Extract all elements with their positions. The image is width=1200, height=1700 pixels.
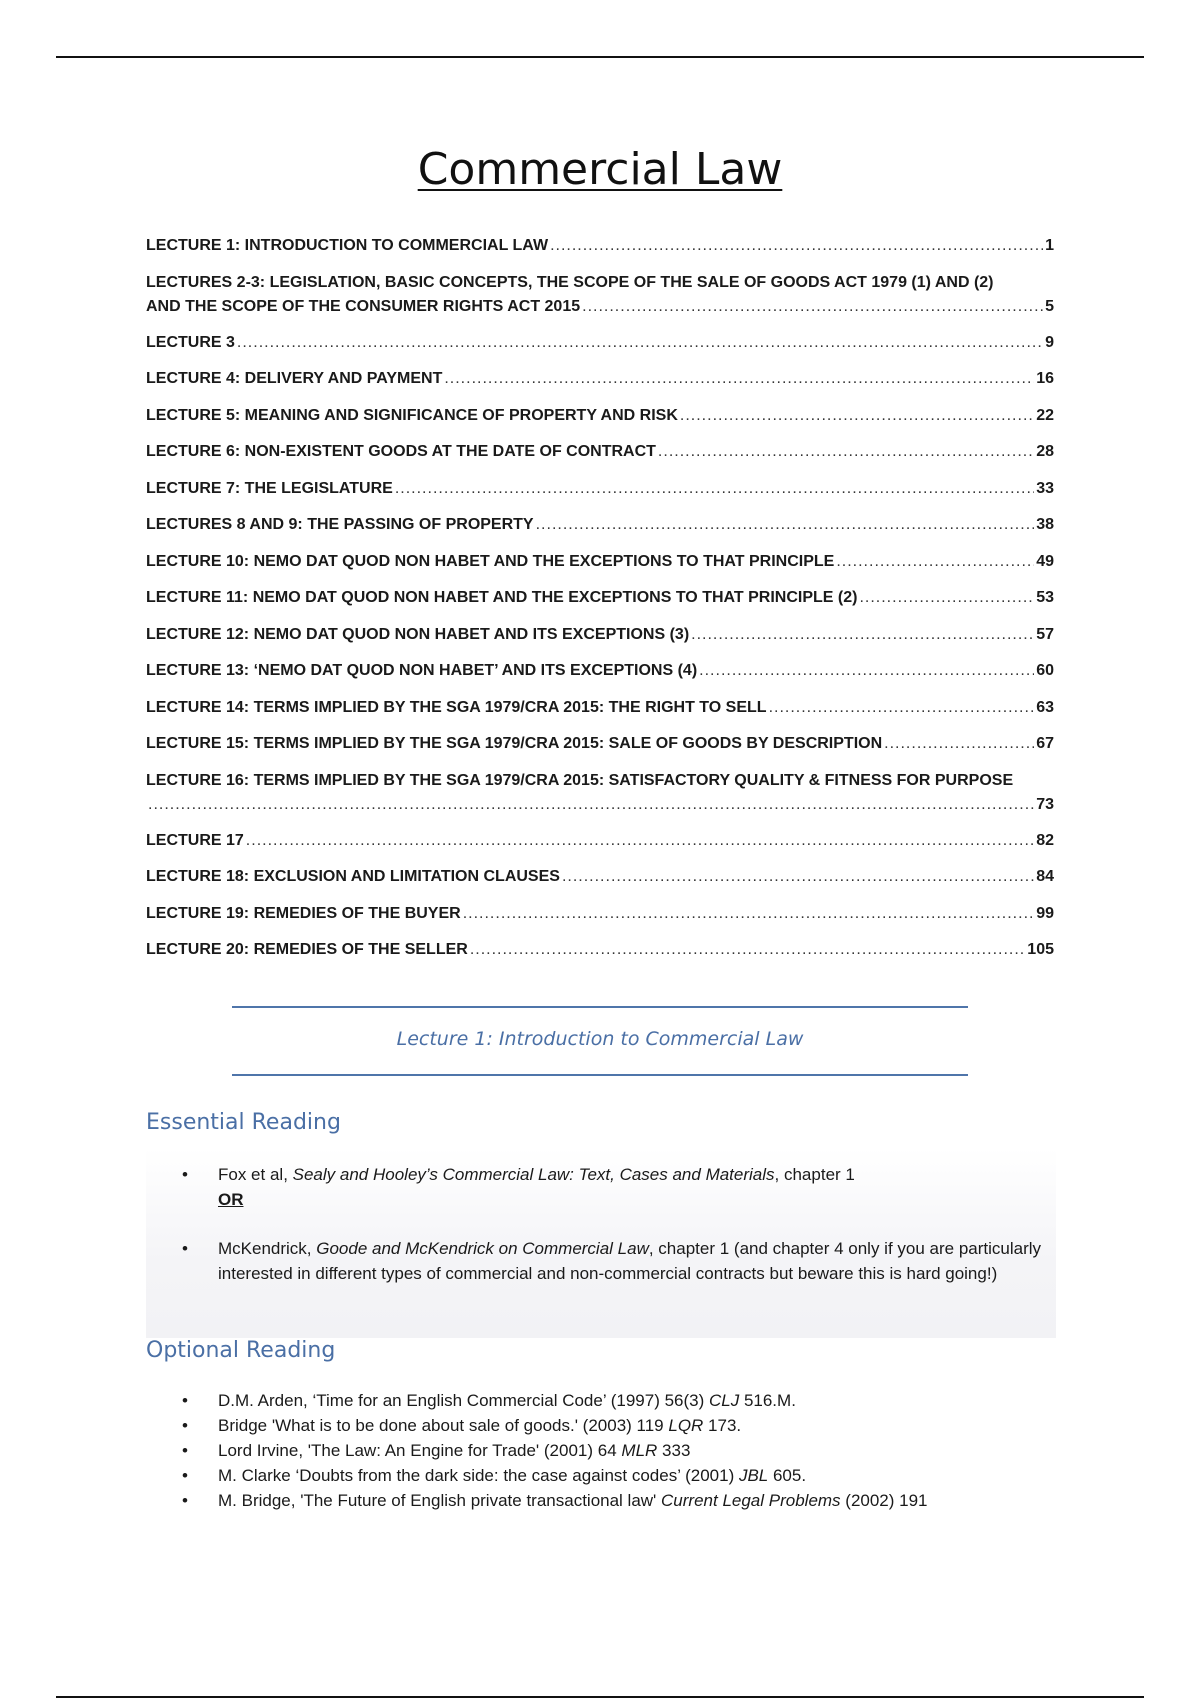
citation-journal: Current Legal Problems	[661, 1491, 841, 1510]
optional-reading-heading: Optional Reading	[146, 1338, 336, 1363]
toc-entry-page: 49	[1036, 552, 1054, 570]
toc-entry-page: 5	[1045, 297, 1054, 315]
citation-journal: MLR	[621, 1441, 658, 1460]
toc-entry-title: LECTURES 8 AND 9: THE PASSING OF PROPERTY	[146, 516, 534, 533]
citation-detail: 173.	[703, 1416, 742, 1435]
toc-entry-title: LECTURE 7: THE LEGISLATURE	[146, 479, 393, 497]
toc-entry-page: 63	[1036, 698, 1054, 716]
or-label: OR	[218, 1190, 244, 1209]
toc-entry-page: 53	[1036, 589, 1054, 606]
table-of-contents	[146, 234, 1054, 975]
essential-reading-heading: Essential Reading	[146, 1110, 341, 1135]
toc-entry-page: 99	[1036, 904, 1054, 922]
toc-entry-page: 82	[1036, 831, 1054, 849]
toc-leader-dots	[148, 793, 1034, 817]
toc-leader-dots	[582, 295, 1043, 319]
list-item	[146, 1438, 1056, 1463]
toc-entry[interactable]	[146, 513, 1054, 550]
toc-leader-dots	[550, 234, 1043, 258]
toc-entry-title: LECTURE 4: DELIVERY AND PAYMENT	[146, 370, 443, 387]
citation-detail: , chapter 1	[774, 1165, 855, 1184]
list-item	[146, 1162, 1056, 1212]
lecture-heading-top-rule	[232, 1006, 968, 1008]
citation-detail: , chapter 1 (and chapter 4 only if you are particularly interested in different types of commercial and non-commercial contracts but beware this is hard going!)	[218, 1239, 1042, 1283]
toc-entry[interactable]	[146, 331, 1054, 368]
toc-leader-dots	[699, 659, 1034, 683]
lecture-heading-bottom-rule	[232, 1074, 968, 1076]
toc-entry-title: LECTURE 18: EXCLUSION AND LIMITATION CLAUSES	[146, 868, 560, 885]
toc-entry-title-line1: LECTURES 2-3: LEGISLATION, BASIC CONCEPTS, THE SCOPE OF THE SALE OF GOODS ACT 1979 (1) AND (2)	[146, 273, 994, 291]
toc-entry-title: LECTURE 5: MEANING AND SIGNIFICANCE OF PROPERTY AND RISK	[146, 406, 678, 424]
toc-leader-dots	[395, 477, 1034, 501]
toc-entry[interactable]	[146, 586, 1054, 623]
toc-leader-dots	[658, 440, 1034, 464]
toc-entry-title: LECTURE 11: NEMO DAT QUOD NON HABET AND THE EXCEPTIONS TO THAT PRINCIPLE (2)	[146, 589, 858, 606]
toc-entry[interactable]	[146, 550, 1054, 587]
toc-entry-page: 9	[1045, 333, 1054, 351]
list-item	[146, 1413, 1056, 1438]
lecture-heading: Lecture 1: Introduction to Commercial Law	[396, 1028, 804, 1050]
toc-entry-page: 22	[1036, 406, 1054, 424]
toc-entry[interactable]	[146, 829, 1054, 866]
toc-entry-page: 16	[1036, 370, 1054, 387]
list-item	[146, 1236, 1056, 1286]
toc-leader-dots	[246, 829, 1034, 853]
citation-author: Fox et al,	[218, 1165, 293, 1184]
optional-reading-list	[146, 1388, 1056, 1513]
toc-leader-dots	[769, 696, 1035, 720]
toc-entry[interactable]	[146, 404, 1054, 441]
toc-leader-dots	[691, 623, 1034, 647]
list-item	[146, 1388, 1056, 1413]
toc-entry[interactable]	[146, 271, 1054, 331]
toc-leader-dots	[859, 586, 1034, 610]
toc-entry[interactable]	[146, 477, 1054, 514]
toc-entry[interactable]	[146, 367, 1054, 404]
citation-title: Sealy and Hooley’s Commercial Law: Text, Cases and Materials	[292, 1165, 775, 1184]
toc-entry-page: 28	[1036, 443, 1054, 460]
list-item	[146, 1463, 1056, 1488]
toc-entry-page: 33	[1036, 479, 1054, 497]
toc-leader-dots	[470, 938, 1025, 962]
page-top-rule	[56, 56, 1144, 58]
toc-entry[interactable]	[146, 659, 1054, 696]
toc-entry-page: 57	[1036, 625, 1054, 643]
citation-detail: 516.M.	[739, 1391, 796, 1410]
citation-journal: LQR	[668, 1416, 704, 1435]
toc-entry[interactable]	[146, 234, 1054, 271]
document-title: Commercial Law	[417, 144, 783, 195]
toc-leader-dots	[444, 367, 1034, 391]
citation-text: M. Bridge, 'The Future of English private transactional law'	[218, 1491, 662, 1510]
toc-leader-dots	[536, 513, 1035, 537]
toc-entry[interactable]	[146, 865, 1054, 902]
toc-leader-dots	[562, 865, 1034, 889]
toc-leader-dots	[836, 550, 1034, 574]
citation-journal: CLJ	[708, 1391, 740, 1410]
citation-journal: JBL	[738, 1466, 769, 1485]
toc-entry-title: LECTURE 6: NON-EXISTENT GOODS AT THE DATE OF CONTRACT	[146, 443, 656, 460]
citation-text: D.M. Arden, ‘Time for an English Commercial Code’ (1997) 56(3)	[218, 1391, 709, 1410]
toc-entry-page: 60	[1036, 662, 1054, 679]
toc-entry-title: AND THE SCOPE OF THE CONSUMER RIGHTS ACT 2015	[146, 297, 581, 315]
citation-detail: 333	[657, 1441, 691, 1460]
toc-entry[interactable]	[146, 440, 1054, 477]
toc-leader-dots	[463, 902, 1035, 926]
toc-entry-title: LECTURE 3	[146, 333, 235, 351]
toc-entry[interactable]	[146, 732, 1054, 769]
citation-detail: 605.	[768, 1466, 807, 1485]
toc-entry-title: LECTURE 14: TERMS IMPLIED BY THE SGA 1979/CRA 2015: THE RIGHT TO SELL	[146, 698, 767, 716]
toc-entry-title: LECTURE 1: INTRODUCTION TO COMMERCIAL LAW	[146, 237, 549, 254]
toc-entry-page: 105	[1027, 941, 1054, 958]
citation-text: M. Clarke ‘Doubts from the dark side: the case against codes’ (2001)	[218, 1466, 739, 1485]
toc-entry-title: LECTURE 12: NEMO DAT QUOD NON HABET AND ITS EXCEPTIONS (3)	[146, 625, 690, 643]
toc-entry[interactable]	[146, 623, 1054, 660]
toc-entry-page: 67	[1036, 735, 1054, 752]
toc-entry-page: 38	[1036, 516, 1054, 533]
toc-entry-title-line1: LECTURE 16: TERMS IMPLIED BY THE SGA 1979/CRA 2015: SATISFACTORY QUALITY & FITNESS FOR PURPOSE	[146, 771, 1014, 789]
toc-leader-dots	[680, 404, 1034, 428]
toc-leader-dots	[237, 331, 1043, 355]
toc-entry-title: LECTURE 19: REMEDIES OF THE BUYER	[146, 904, 461, 922]
toc-entry-title: LECTURE 15: TERMS IMPLIED BY THE SGA 1979/CRA 2015: SALE OF GOODS BY DESCRIPTION	[146, 735, 883, 752]
citation-text: Lord Irvine, 'The Law: An Engine for Trade' (2001) 64	[218, 1441, 622, 1460]
toc-entry-page: 73	[1036, 795, 1054, 813]
citation-detail: (2002) 191	[840, 1491, 928, 1510]
toc-entry[interactable]	[146, 696, 1054, 733]
toc-entry-title: LECTURE 20: REMEDIES OF THE SELLER	[146, 941, 468, 958]
toc-entry-title: LECTURE 17	[146, 831, 244, 849]
toc-entry-page: 1	[1045, 237, 1054, 254]
citation-title: Goode and McKendrick on Commercial Law	[316, 1239, 649, 1258]
essential-reading-list	[146, 1162, 1056, 1310]
toc-entry-title: LECTURE 10: NEMO DAT QUOD NON HABET AND THE EXCEPTIONS TO THAT PRINCIPLE	[146, 552, 835, 570]
citation-author: McKendrick,	[218, 1239, 317, 1258]
toc-entry[interactable]	[146, 938, 1054, 975]
toc-entry-title: LECTURE 13: ‘NEMO DAT QUOD NON HABET’ AND ITS EXCEPTIONS (4)	[146, 662, 698, 679]
toc-leader-dots	[884, 732, 1034, 756]
toc-entry[interactable]	[146, 769, 1054, 829]
page-bottom-rule	[56, 1696, 1144, 1698]
toc-entry-page: 84	[1036, 868, 1054, 885]
list-item	[146, 1488, 1056, 1513]
toc-entry[interactable]	[146, 902, 1054, 939]
citation-text: Bridge 'What is to be done about sale of goods.' (2003) 119	[218, 1416, 669, 1435]
